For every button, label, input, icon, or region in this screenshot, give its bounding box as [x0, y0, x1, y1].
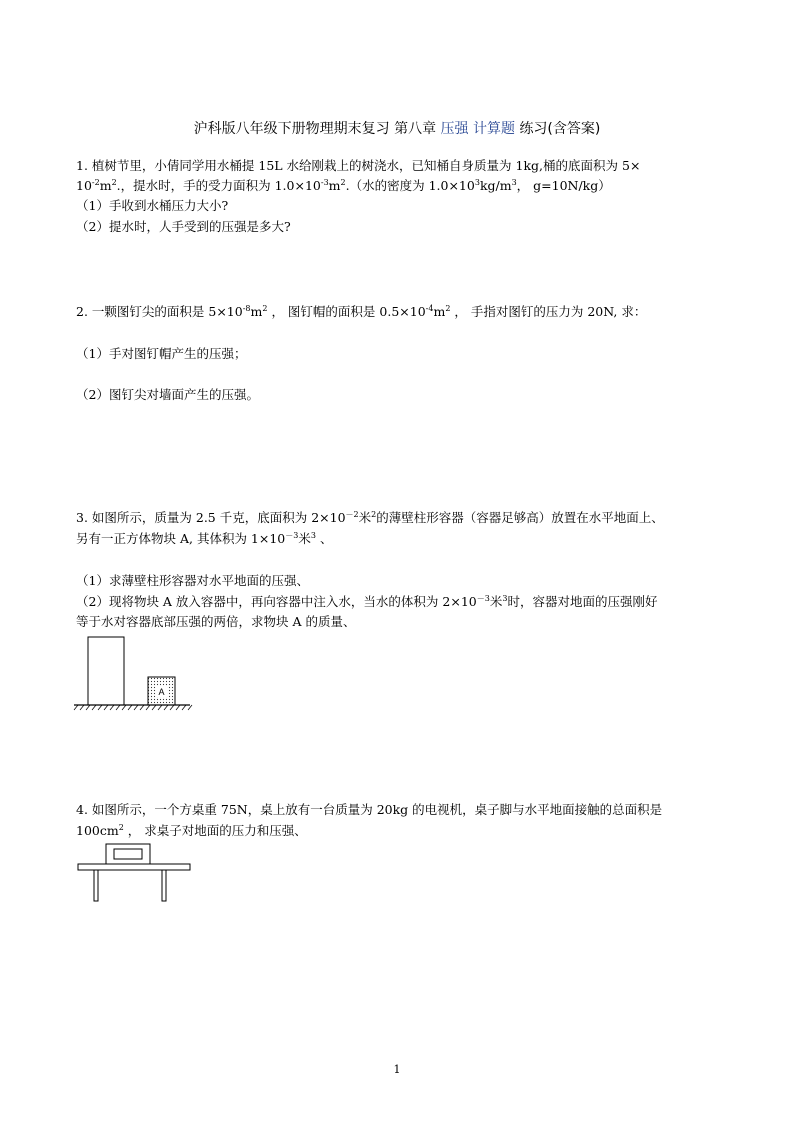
table-shape	[78, 864, 190, 901]
block-a-label: A	[158, 687, 165, 697]
page-number: 1	[393, 1063, 401, 1076]
q3-sub-1: （1）求薄壁柱形容器对水平地面的压强、	[76, 573, 309, 588]
q1-line-1: 1. 植树节里，小倩同学用水桶提 15L 水给刚栽上的树浇水，已知桶自身质量为 1kg,桶的底面积为 5×	[76, 158, 641, 173]
title-part-2: 压强 计算题	[440, 121, 515, 137]
q4-figure	[76, 842, 196, 904]
q1-sub-1: （1）手收到水桶压力大小?	[76, 198, 229, 213]
title-part-1: 沪科版八年级下册物理期末复习 第八章	[193, 121, 437, 137]
q3-line-2: 另有一正方体物块 A, 其体积为 $1\times 10^{-3}$米$^3$ 、	[76, 530, 333, 546]
tv-shape	[106, 844, 150, 864]
q3-sub-2-line-1: （2）现将物块 A 放入容器中，再向容器中注入水，当水的体积为 $2\times 10^{-3}$米$^3$时，容器对地面的压强刚好	[76, 593, 658, 609]
q3-figure	[72, 632, 192, 722]
q1-sub-2: （2）提水时，人手受到的压强是多大?	[76, 219, 291, 234]
q1-line-2: $10^{-2}m^2$.，提水时，手的受力面积为 $1.0\times 10^{-3}m^2$.（水的密度为 $1.0\times 10^3kg/m^3$， g=10N/kg）	[76, 177, 611, 193]
q2-sub-2: （2）图钉尖对墙面产生的压强。	[76, 387, 259, 402]
q2-line-1: 2. 一颗图钉尖的面积是 $5\times 10^{-8}m^2$ ， 图钉帽的面积是 $0.5\times 10^{-4}m^2$ ， 手指对图钉的压力为 20N, 求：	[76, 303, 647, 319]
ground-hatch	[74, 705, 192, 710]
title-part-3: 练习(含答案)	[519, 121, 601, 137]
q2-sub-1: （1）手对图钉帽产生的压强；	[76, 346, 247, 361]
q4-line-1: 4. 如图所示，一个方桌重 75N，桌上放有一台质量为 20kg 的电视机，桌子脚与水平地面接触的总面积是	[76, 802, 663, 817]
container-shape	[88, 637, 124, 705]
q3-line-1: 3. 如图所示，质量为 2.5 千克，底面积为 $2\times 10^{-2}$米$^2$的薄壁柱形容器（容器足够高）放置在水平地面上、	[76, 509, 664, 525]
q3-sub-2-line-2: 等于水对容器底部压强的两倍，求物块 A 的质量、	[76, 614, 356, 629]
page-title	[0, 118, 794, 138]
q4-line-2: $100cm^2$ ， 求桌子对地面的压力和压强、	[76, 822, 307, 838]
